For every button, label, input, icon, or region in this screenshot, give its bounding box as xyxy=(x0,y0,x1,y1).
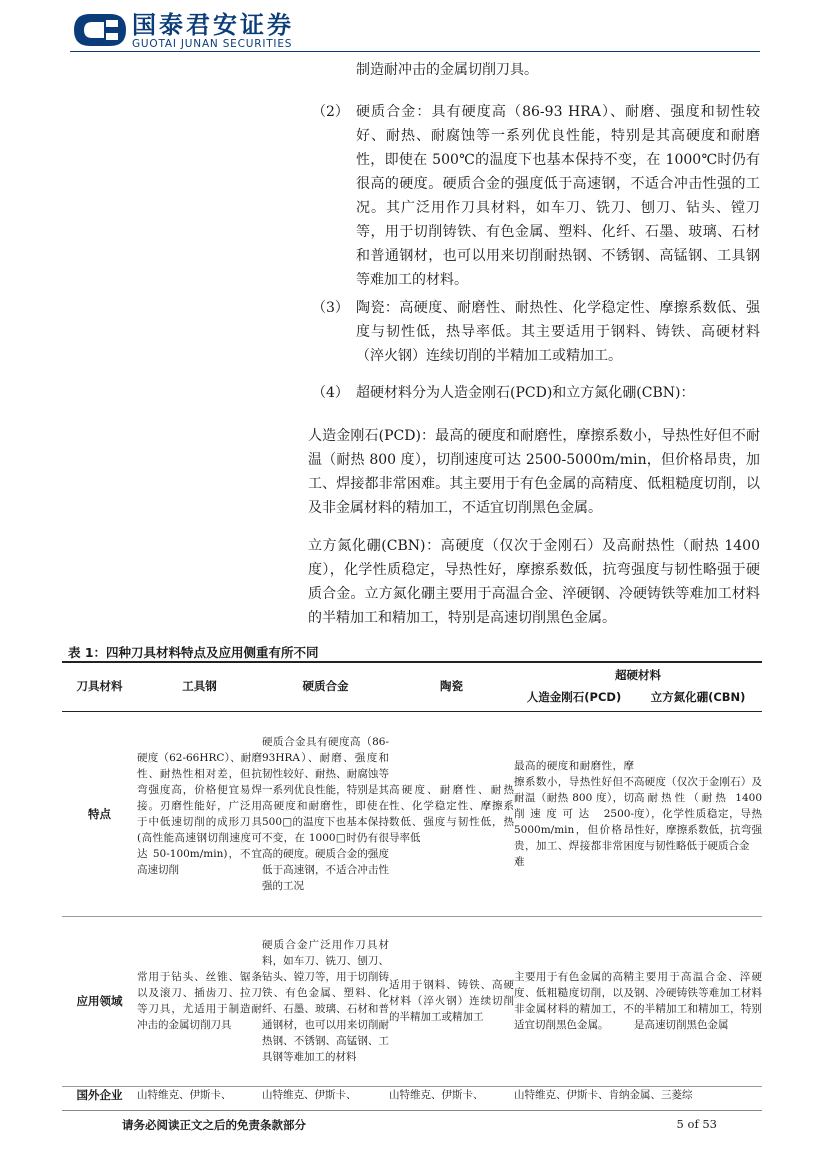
cell-tool-steel: 山特维克、伊斯卡、 xyxy=(137,1088,232,1101)
cell-carbide: 硬质合金具有硬度高（86-93HRA）、耐磨、强度和韧性较好、耐热、耐腐蚀等一系列优良性能，特别是其高硬度和耐磨性，即使在 500□的温度下也基本保持不变，在 1000□时仍有很高的硬度。硬质合金的强度低于高速钢，不适合冲击性强的工况 xyxy=(262,711,389,916)
pcd-paragraph: 人造金刚石(PCD)：最高的硬度和耐磨性，摩擦系数小，导热性好但不耐温（耐热 800 度），切削速度可达 2500-5000m/min，但价格昂贵，加工、焊接都非常困难。其主要用于有色金属的高精度、低粗糙度切削，以及非金属材料的精加工，不适宜切削黑色金属。 xyxy=(308,428,760,516)
cell-ceramic: 山特维克、伊斯卡、 xyxy=(389,1088,484,1101)
row-label: 国外企业 xyxy=(76,1087,123,1102)
row-label: 应用领域 xyxy=(62,916,137,1086)
cell-pcd: 主要用于有色金属的高精度、低粗糙度切削，以及非金属材料的精加工，不适宜切削黑色金属。 xyxy=(514,916,634,1086)
company-logo-icon xyxy=(70,10,130,50)
header-divider xyxy=(70,51,760,52)
para-3-text: 陶瓷：高硬度、耐磨性、耐热性、化学稳定性、摩擦系数低、强度与韧性低，热导率低。其主要适用于钢料、铸铁、高硬材料（淬火钢）连续切削的半精加工或精加工。 xyxy=(356,300,760,364)
cell-carbide: 山特维克、伊斯卡、 xyxy=(262,1088,357,1101)
brand xyxy=(132,12,294,50)
company-name-en: GUOTAI JUNAN SECURITIES xyxy=(132,38,293,50)
table-top-rule xyxy=(62,661,762,663)
cell-carbide: 硬质合金广泛用作刀具材料，如车刀、铣刀、刨刀、钻头、镗刀等，用于切削铸铁、有色金属、塑料、化纤、石墨、玻璃、石材和普通钢材，也可以用来切削耐热钢、不锈钢、高锰钢、工具钢等难加工的材料 xyxy=(262,916,389,1086)
header-cbn: 立方氮化硼(CBN) xyxy=(650,690,746,704)
page-header xyxy=(70,10,760,50)
header-ceramic: 陶瓷 xyxy=(440,679,463,693)
header-carbide: 硬质合金 xyxy=(302,679,349,693)
header-superhard: 超硬材料 xyxy=(615,668,661,682)
comparison-table xyxy=(62,664,762,1108)
header-pcd: 人造金刚石(PCD) xyxy=(526,690,622,704)
table-row xyxy=(62,711,762,916)
cell-cbn: 主要用于高温合金、淬硬钢、冷硬铸铁等难加工材料的半精加工和精加工，特别是高速切削黑色金属 xyxy=(634,916,762,1086)
cbn-paragraph: 立方氮化硼(CBN)：高硬度（仅次于金刚石）及高耐热性（耐热 1400 度），化学性质稳定，导热性好，摩擦系数低，抗弯强度与韧性略强于硬质合金。立方氮化硼主要用于高温合金、淬硬钢、冷硬铸铁等难加工材料的半精加工和精加工，特别是高速切削黑色金属。 xyxy=(308,538,760,626)
cell-superhard: 山特维克、伊斯卡、肯纳金属、三菱综 xyxy=(514,1088,693,1101)
para-3-number: （3） xyxy=(312,300,349,316)
company-name-cn: 国泰君安证券 xyxy=(132,11,294,39)
para-2-text: 硬质合金：具有硬度高（86-93 HRA）、耐磨、强度和韧性较好、耐热、耐腐蚀等一系列优良性能，特别是其高硬度和耐磨性，即使在 500℃的温度下也基本保持不变，在 1000℃时仍有很高的硬度。硬质合金的强度低于高速钢，不适合冲击性强的工况。其广泛用作刀具材料，如车刀、铣刀、刨刀、钻头、镗刀等，用于切削铸铁、有色金属、塑料、化纤、石墨、玻璃、石材和普通钢材，也可以用来切削耐热钢、不锈钢、高锰钢、工具钢等难加工的材料。 xyxy=(356,104,760,288)
header-material: 刀具材料 xyxy=(76,679,123,693)
intro-tail: 制造耐冲击的金属切削刀具。 xyxy=(356,62,538,78)
cell-ceramic: 适用于钢料、铸铁、高硬材料（淬火钢）连续切削的半精加工或精加工 xyxy=(389,916,514,1086)
footer-divider xyxy=(62,1110,762,1111)
para-2-number: （2） xyxy=(312,104,349,120)
header-tool-steel: 工具钢 xyxy=(182,679,217,693)
cell-cbn: 高硬度（仅次于金刚石）及高耐热性（耐热 1400 度），化学性质稳定，导热性好，摩擦系数低，抗弯强度与韧性略低于硬质合金 xyxy=(634,711,762,916)
row-label: 特点 xyxy=(62,711,137,916)
table-title: 表 1：四种刀具材料特点及应用侧重有所不同 xyxy=(68,645,319,660)
page-number: 5 of 53 xyxy=(676,1117,717,1131)
table-row xyxy=(62,916,762,1086)
cell-tool-steel: 硬度（62-66HRC）、耐磨性、耐热性相对差，但抗弯强度高，价格便宜易焊接。刃磨性能好，广泛用于中低速切削的成形刀具(高性能高速钢切削速度可达 50-100m/min)，不宜高速切削 xyxy=(137,711,262,916)
table-header-row-1 xyxy=(62,664,762,686)
cell-pcd: 最高的硬度和耐磨性，摩擦系数小，导热性好但不耐温（耐热 800 度），切削速度可达 2500-5000m/min，但价格昂贵，加工、焊接都非常困难 xyxy=(514,711,634,916)
para-4-number: （4） xyxy=(312,385,349,401)
cell-ceramic: 高硬度、耐磨性、耐热性、化学稳定性、摩擦系数低、强度与韧性低，热导率低 xyxy=(389,711,514,916)
table-row xyxy=(62,1086,762,1108)
cell-tool-steel: 常用于钻头、丝锥、锯条以及滚刀、插齿刀、拉刀等刀具，尤适用于制造耐冲击的金属切削刀具 xyxy=(137,916,262,1086)
para-4-text: 超硬材料分为人造金刚石(PCD)和立方氮化硼(CBN)： xyxy=(356,385,695,401)
footer-disclaimer: 请务必阅读正文之后的免责条款部分 xyxy=(122,1118,306,1132)
